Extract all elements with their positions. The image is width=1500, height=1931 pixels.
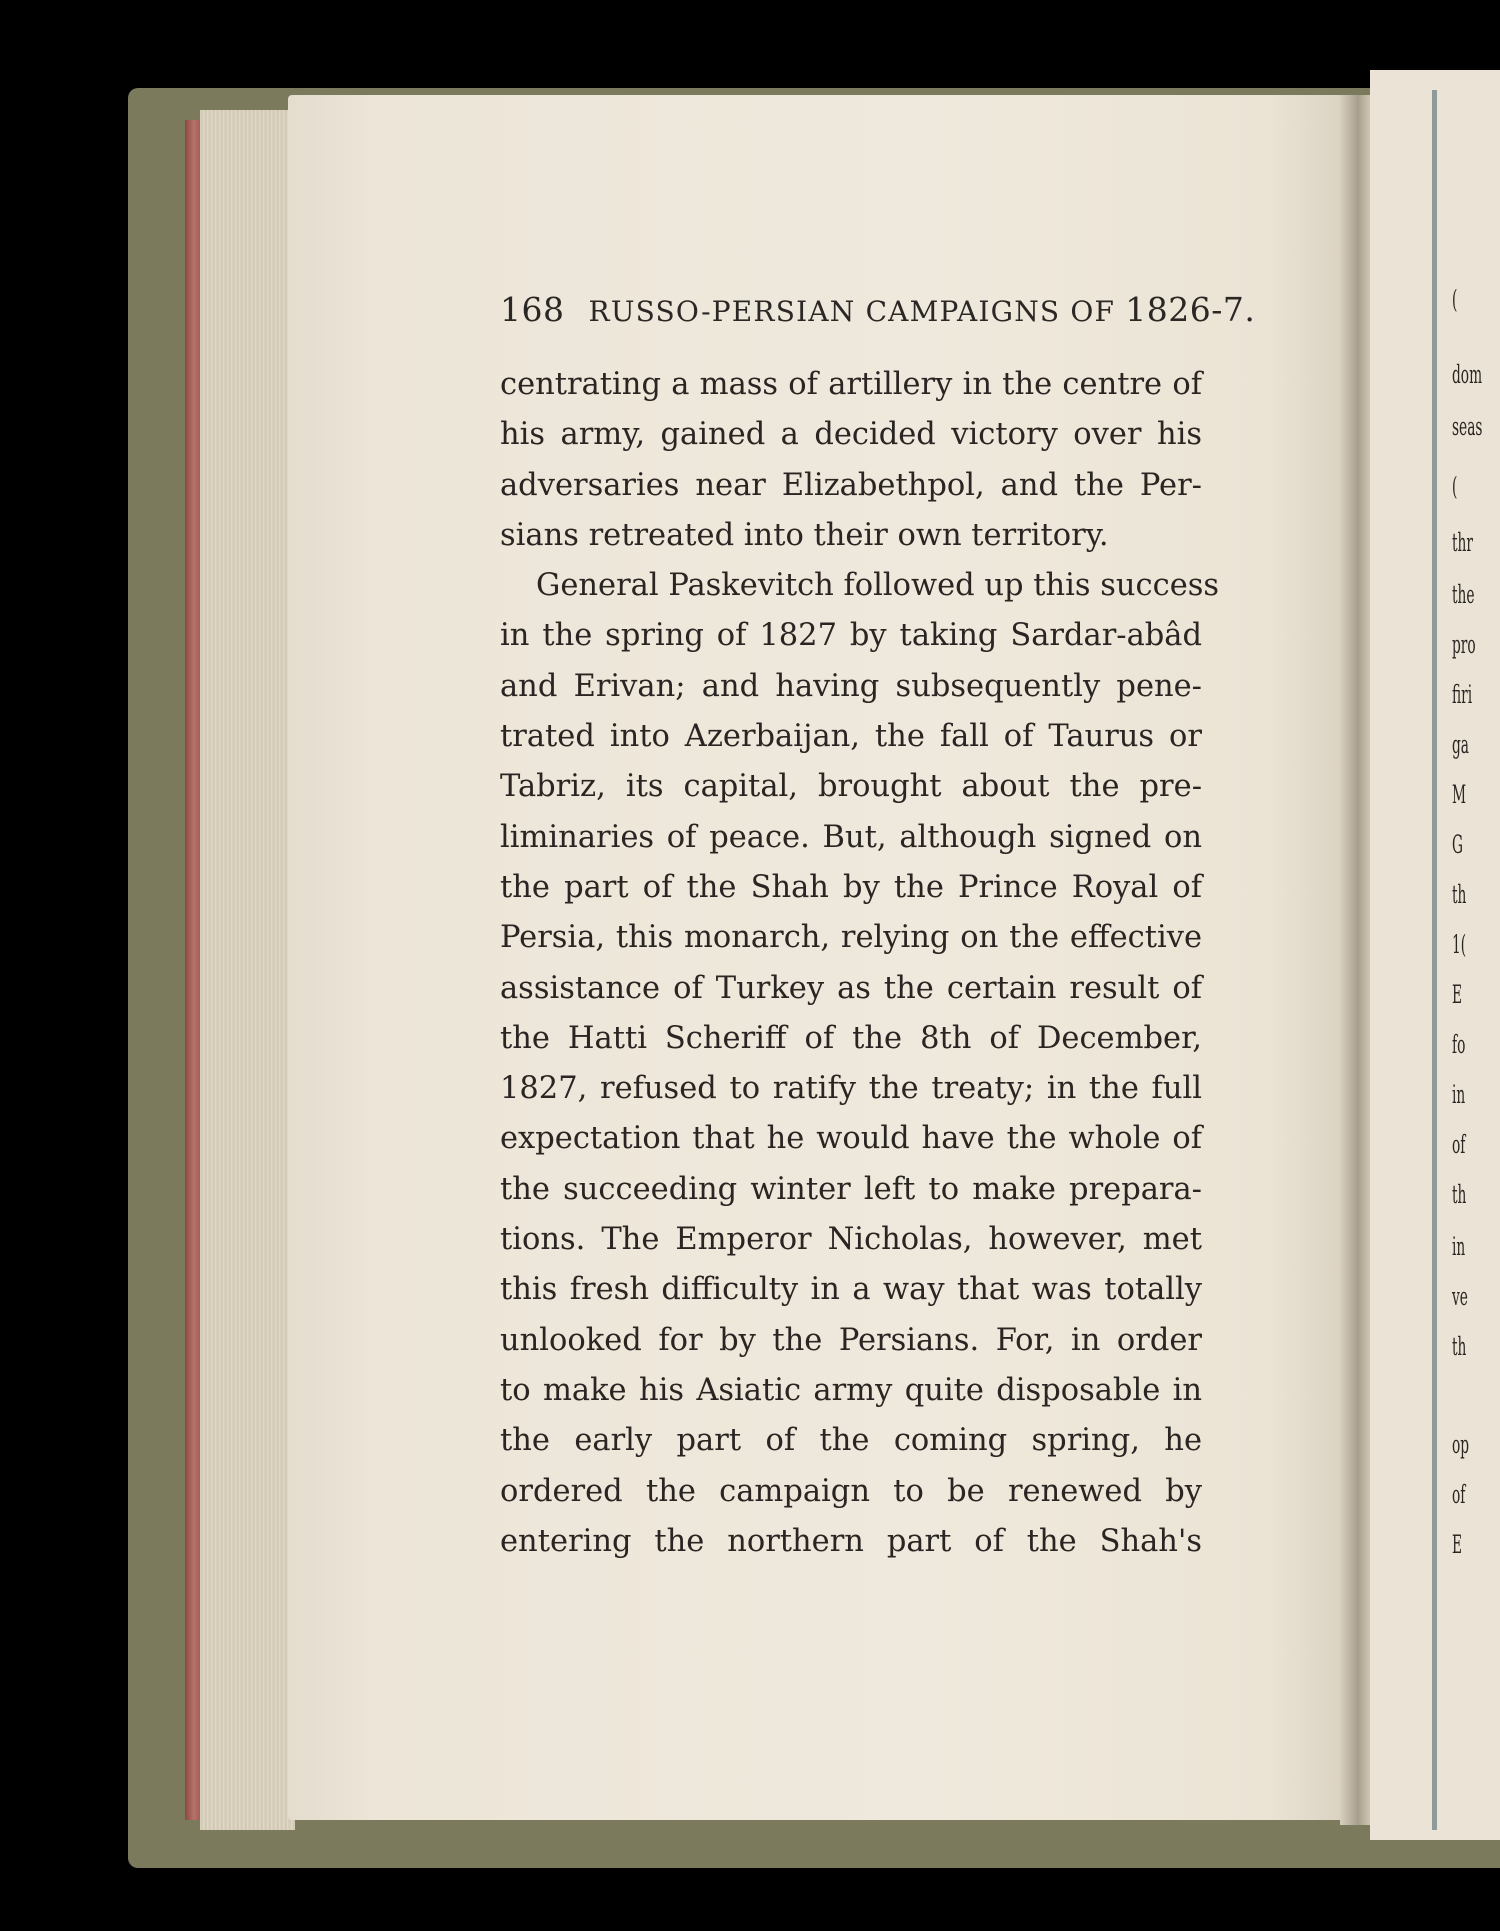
text-line: ordered the campaign to be renewed by bbox=[500, 1473, 1202, 1509]
text-line: tions. The Emperor Nicholas, however, met bbox=[500, 1222, 1202, 1258]
text-line: General Paskevitch followed up this success bbox=[536, 568, 1220, 604]
text-line: to make his Asiatic army quite disposable in bbox=[500, 1372, 1202, 1408]
text-line: his army, gained a decided victory over his bbox=[500, 417, 1202, 453]
right-page-fragment: G bbox=[1452, 830, 1463, 859]
right-page-fragment: ( bbox=[1452, 472, 1458, 501]
text-line: in the spring of 1827 by taking Sardar-abâd bbox=[500, 618, 1202, 654]
right-page-fragment: 1( bbox=[1452, 930, 1467, 959]
text-line: and Erivan; and having subsequently pene- bbox=[500, 668, 1202, 704]
page-number: 168 bbox=[500, 290, 565, 329]
body-text bbox=[500, 360, 1220, 1567]
right-page-fragment: seas bbox=[1452, 412, 1483, 441]
text-line: this fresh difficulty in a way that was totally bbox=[500, 1272, 1202, 1308]
right-page-fragment: E bbox=[1452, 980, 1463, 1009]
right-page-fragment: fo bbox=[1452, 1030, 1466, 1059]
page-stack-edge bbox=[200, 110, 295, 1830]
text-line: expectation that he would have the whole of bbox=[500, 1121, 1202, 1157]
running-title: RUSSO-PERSIAN CAMPAIGNS OF bbox=[588, 295, 1116, 328]
text-line: assistance of Turkey as the certain result of bbox=[500, 970, 1202, 1006]
text-line: Persia, this monarch, relying on the effective bbox=[500, 920, 1202, 956]
text-line: liminaries of peace. But, although signed on bbox=[500, 819, 1202, 855]
right-page-fragment: firi bbox=[1452, 680, 1473, 709]
text-line: sians retreated into their own territory. bbox=[500, 517, 1109, 553]
right-page-fragment: ve bbox=[1452, 1282, 1468, 1311]
text-line: centrating a mass of artillery in the centre of bbox=[500, 367, 1202, 402]
text-line: Tabriz, its capital, brought about the pre- bbox=[500, 769, 1202, 805]
right-page-fragment: pro bbox=[1452, 630, 1476, 659]
book-gutter bbox=[1340, 95, 1370, 1825]
right-page-fragment: of bbox=[1452, 1480, 1466, 1509]
text-line: adversaries near Elizabethpol, and the Per- bbox=[500, 467, 1202, 503]
right-page-fragment: M bbox=[1452, 780, 1467, 809]
text-line: unlooked for by the Persians. For, in order bbox=[500, 1322, 1202, 1358]
text-line: the early part of the coming spring, he bbox=[500, 1423, 1202, 1459]
right-page-fragment: th bbox=[1452, 1180, 1467, 1209]
right-page-fragment: ga bbox=[1452, 730, 1470, 759]
text-line: the part of the Shah by the Prince Royal of bbox=[500, 869, 1202, 905]
right-page-rule bbox=[1432, 90, 1437, 1830]
right-page-fragment: thr bbox=[1452, 528, 1473, 557]
right-page-fragment: th bbox=[1452, 1332, 1467, 1361]
right-page-fragment: E bbox=[1452, 1530, 1463, 1559]
right-page-fragment: op bbox=[1452, 1430, 1470, 1459]
right-page-fragment: th bbox=[1452, 880, 1467, 909]
right-page-fragment: of bbox=[1452, 1130, 1466, 1159]
right-page-fragment: dom bbox=[1452, 360, 1483, 389]
text-line: the succeeding winter left to make prepara- bbox=[500, 1171, 1202, 1207]
running-header bbox=[500, 290, 1256, 329]
text-line: the Hatti Scheriff of the 8th of December, bbox=[500, 1020, 1202, 1056]
running-title-years: 1826-7. bbox=[1125, 290, 1256, 329]
right-page-fragment: in bbox=[1452, 1080, 1466, 1109]
right-page-fragment: in bbox=[1452, 1232, 1466, 1261]
right-page-fragment: ( bbox=[1452, 285, 1458, 314]
text-line: entering the northern part of the Shah's bbox=[500, 1523, 1202, 1559]
right-page-fragment: the bbox=[1452, 580, 1475, 609]
text-line: trated into Azerbaijan, the fall of Taurus or bbox=[500, 719, 1202, 755]
text-line: 1827, refused to ratify the treaty; in the full bbox=[500, 1071, 1202, 1107]
